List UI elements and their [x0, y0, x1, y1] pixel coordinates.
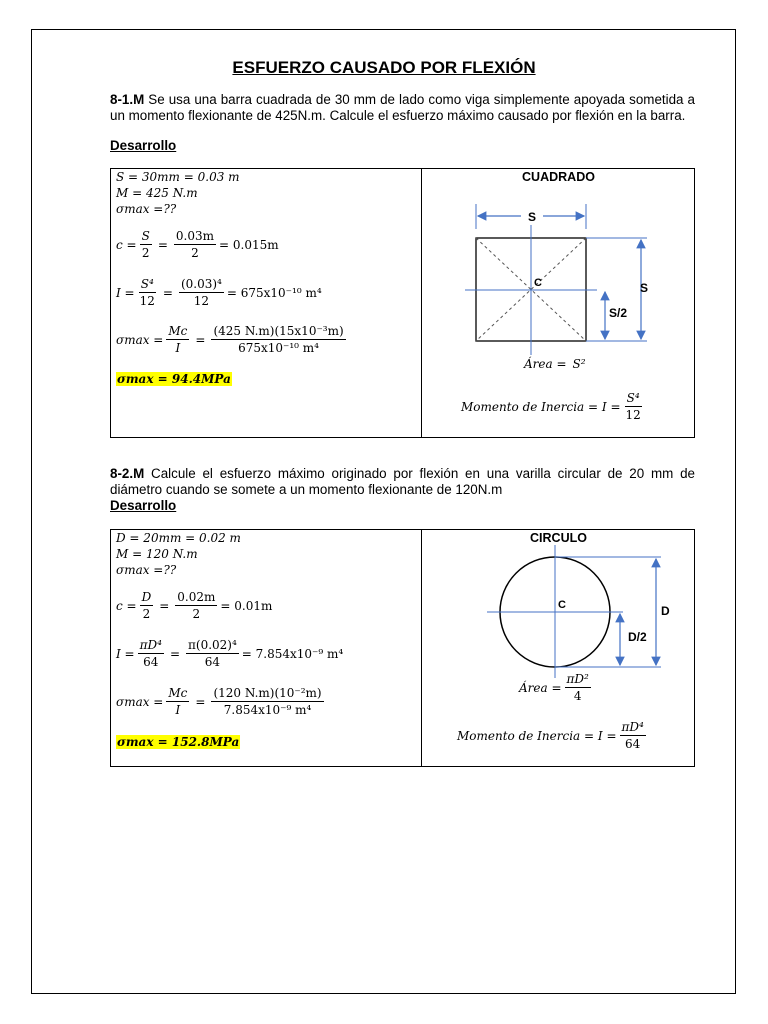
p2-i-lhs: I = — [116, 646, 135, 661]
p1-c-result: = 0.015m — [219, 237, 279, 252]
p2-i-result: = 7.854x10⁻⁹ m⁴ — [241, 646, 344, 661]
problem-1-dev-label: Desarrollo — [110, 138, 177, 153]
problem-1-box — [110, 168, 695, 438]
p1-i-frac1: $\frac{\text{S⁴}}{12}$ — [139, 277, 155, 308]
p1-i-result: = 675x10⁻¹⁰ m⁴ — [226, 285, 322, 300]
p2-given-d: D = 20mm = 0.02 m — [116, 531, 241, 545]
problem-1-number: 8-1.M — [110, 92, 145, 107]
p2-i-frac2: $\frac{\text{π(0.02)⁴}}{64}$ — [188, 638, 237, 669]
p1-i-frac2: $\frac{\text{(0.03)⁴}}{12}$ — [180, 277, 222, 308]
page-title: ESFUERZO CAUSADO POR FLEXIÓN — [232, 58, 536, 77]
p2-i-frac1: $\frac{\text{πD⁴}}{64}$ — [139, 638, 162, 669]
p2-label-c: C — [558, 599, 566, 611]
p1-label-s-side: S — [640, 281, 649, 295]
p2-c-frac2: $\frac{0.02m}{2}$ — [177, 590, 216, 621]
p1-s-frac2: $\frac{\text{(425 N.m)(15x10⁻³m)}}{\text{675x10⁻¹⁰ m⁴}}$ — [213, 324, 344, 355]
p2-result — [116, 735, 240, 749]
p2-c-result: = 0.01m — [220, 598, 273, 613]
p2-s-frac1: $\frac{Mc}{I}$ — [168, 686, 188, 717]
p1-eq-i: I = $\frac{\text{S⁴}}{12}$ = $\frac{\text{(0.03)⁴}}{12}$ = 675x10⁻¹⁰ m⁴ — [116, 277, 322, 308]
problem-2-dev-label: Desarrollo — [110, 498, 177, 513]
problem-2-number: 8-2.M — [110, 466, 145, 481]
p2-given-sigma: σmax =?? — [116, 563, 177, 577]
p2-s-frac2: $\frac{\text{(120 N.m)(10⁻²m)}}{\text{7.854x10⁻⁹ m⁴}}$ — [213, 686, 322, 717]
p1-result — [116, 372, 232, 386]
p2-label-d: D — [661, 604, 670, 618]
p1-given-sigma: σmax =?? — [116, 202, 177, 216]
p2-c-lhs: c = — [116, 598, 137, 613]
p2-inertia-frac: $\frac{\text{πD⁴}}{64}$ — [621, 720, 644, 751]
p2-result-text: σmax = 152.8MPa — [117, 735, 240, 749]
p2-s-lhs: σmax = — [116, 694, 164, 709]
p2-eq-i: I = $\frac{\text{πD⁴}}{64}$ = $\frac{\text{π(0.02)⁴}}{64}$ = 7.854x10⁻⁹ m⁴ — [116, 638, 344, 669]
p2-given-m: M = 120 N.m — [116, 547, 198, 561]
p2-eq-sigma: σmax = $\frac{Mc}{I}$ = $\frac{\text{(120 N.m)(10⁻²m)}}{\text{7.854x10⁻⁹ m⁴}}$ — [116, 686, 322, 717]
p1-label-s-top: S — [527, 210, 537, 224]
p1-i-lhs: I = — [116, 285, 135, 300]
p1-label-s-half: S/2 — [609, 306, 628, 320]
p1-given-s: S = 30mm = 0.03 m — [116, 170, 240, 184]
p1-s-frac1: $\frac{Mc}{I}$ — [168, 324, 188, 355]
p2-area-lhs: Área = — [519, 680, 562, 695]
p1-eq-sigma: σmax = $\frac{Mc}{I}$ = $\frac{\text{(425 N.m)(15x10⁻³m)}}{\text{675x10⁻¹⁰ m⁴}}$ — [116, 324, 344, 355]
p2-eq-c: c = $\frac{D}{2}$ = $\frac{0.02m}{2}$ = 0.01m — [116, 590, 273, 621]
p1-area-lhs: Área = — [524, 357, 567, 371]
p2-area-formula — [519, 672, 594, 703]
p1-eq-c: c = $\frac{S}{2}$ = $\frac{0.03m}{2}$ = 0.015m — [116, 229, 279, 260]
p1-given-m: M = 425 N.m — [116, 186, 198, 200]
p1-figure-title: CUADRADO — [522, 170, 595, 184]
problem-1-text: Se usa una barra cuadrada de 30 mm de lado como viga simplemente apoyada sometida a un momento flexionante de 425N.m. Calcule el esfuerzo máximo causado por flexión en la barra. — [110, 92, 695, 123]
p1-c-frac2: $\frac{0.03m}{2}$ — [175, 229, 214, 260]
p1-s-lhs: σmax = — [116, 332, 164, 347]
problem-1-statement — [110, 92, 695, 124]
p2-figure-title: CIRCULO — [530, 531, 587, 545]
p1-result-text: σmax = 94.4MPa — [117, 372, 231, 386]
p1-c-lhs: c = — [116, 237, 137, 252]
p1-inertia-lhs: Momento de Inercia = I = — [461, 399, 621, 414]
p2-c-frac1: $\frac{D}{2}$ — [141, 590, 152, 621]
p1-area-formula — [524, 357, 586, 371]
p1-inertia-frac: $\frac{\text{S⁴}}{12}$ — [625, 391, 641, 422]
problem-2-statement — [110, 466, 695, 498]
p1-area-rhs: S² — [572, 357, 586, 371]
p2-inertia-lhs: Momento de Inercia = I = — [457, 728, 617, 743]
p1-c-frac1: $\frac{S}{2}$ — [141, 229, 150, 260]
p1-label-c: C — [534, 277, 542, 289]
p2-inertia-formula — [457, 720, 649, 751]
problem-2-text: Calcule el esfuerzo máximo originado por flexión en una varilla circular de 20 mm de diámetro cuando se somete a un momento flexionante de 120N.m — [110, 466, 695, 497]
p1-inertia-formula — [461, 391, 646, 422]
p2-label-d-half: D/2 — [628, 630, 647, 644]
problem-2-box — [110, 529, 695, 767]
p2-area-frac: $\frac{\text{πD²}}{4}$ — [566, 672, 589, 703]
